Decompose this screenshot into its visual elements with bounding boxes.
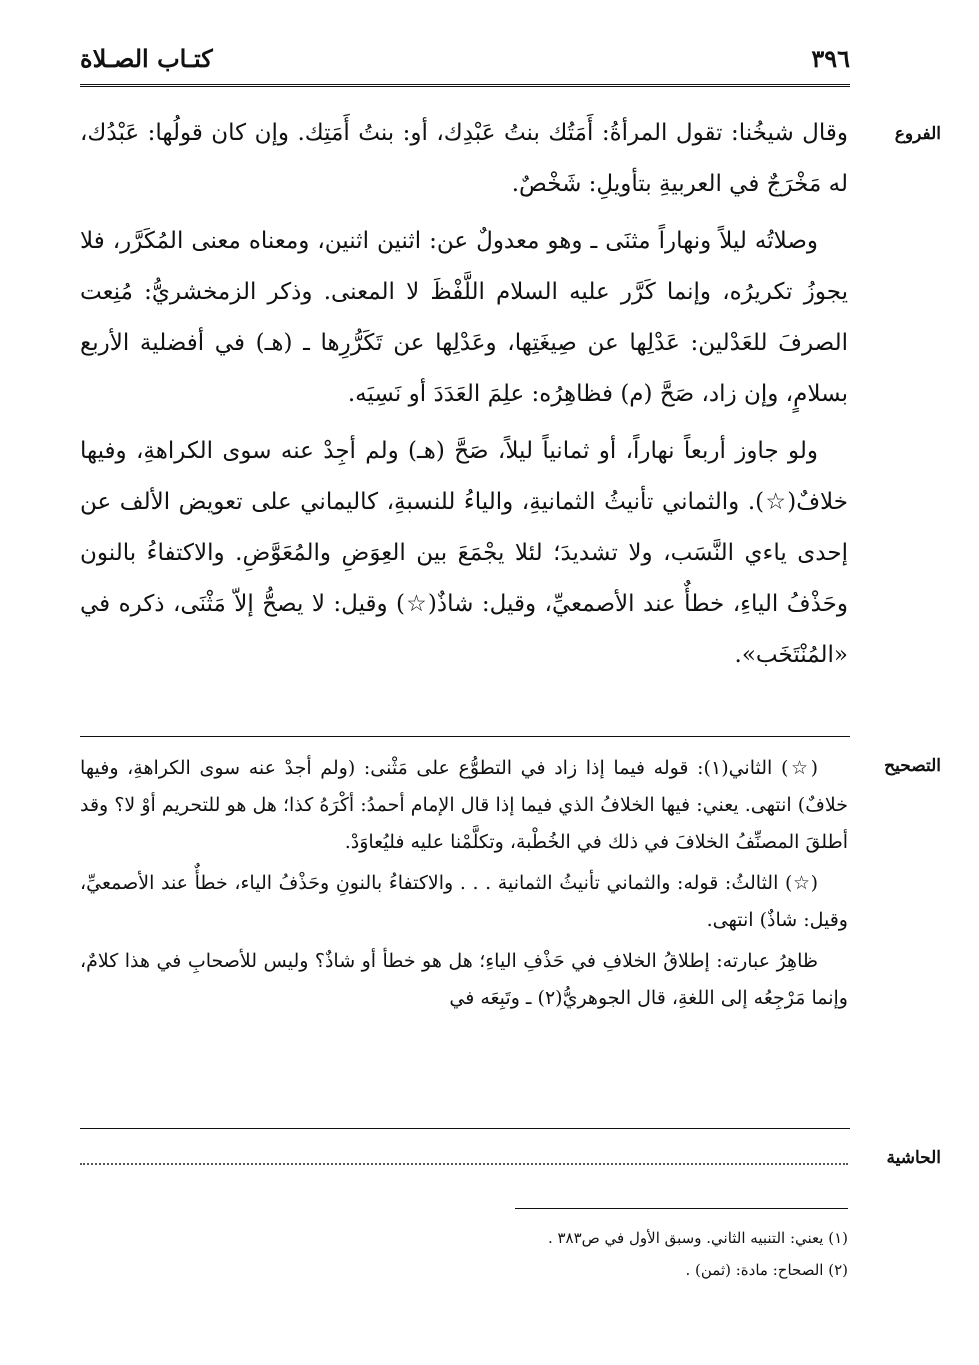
tashih-section xyxy=(80,750,848,1021)
furu-section xyxy=(80,108,848,687)
hashiya-dotted-line xyxy=(80,1163,848,1165)
tashih-paragraph-3: ظاهِرُ عبارته: إطلاقُ الخلافِ في حَذْفِ الياءِ؛ هل هو خطأ أو شاذٌ؟ وليس للأصحابِ في هذا كلامٌ، وإنما مَرْجِعُه إلى اللغةِ، قال الجوهريُّ(٢) ـ وتَبِعَه في xyxy=(80,950,848,1009)
furu-paragraph-3: ولو جاوز أربعاً نهاراً، أو ثمانياً ليلاً، صَحَّ (هـ) ولم أجِدْ عنه سوى الكراهةِ، وفيها خلافٌ(☆). والثماني تأنيثُ الثمانيةِ، والياءُ للنسبةِ، كاليماني على تعويض الألف عن إحدى ياءي النَّسَب، ولا تشديدَ؛ لئلا يجْمَعَ بين العِوَضِ والمُعَوَّضِ. والاكتفاءُ بالنون وحَذْفُ الياءِ، خطأٌ عند الأصمعيِّ، وقيل: شاذٌ(☆) وقيل: لا يصحُّ إلاّ مَثْنَى، ذكره في «المُنْتَخَب». xyxy=(80,438,848,668)
footnote-1: (١) يعني: التنبيه الثاني. وسبق الأول في ص٣٨٣ . xyxy=(547,1229,848,1247)
tashih-divider xyxy=(80,1128,850,1129)
page-header xyxy=(80,44,850,80)
furu-label: الفروع xyxy=(894,124,941,144)
footnote-2: (٢) الصحاح: مادة: (ثمن) . xyxy=(685,1261,848,1279)
tashih-paragraph-1: (☆) الثاني(١): قوله فيما إذا زاد في التطوُّع على مَثْنى: (ولم أجدْ عنه سوى الكراهةِ، وفيها خلافٌ) انتهى. يعني: فيها الخلافُ الذي فيما إذا قال الإمام أحمدُ: أكْرَهُ كذا؛ هل هو للتحريم أوْ لا؟ وقد أطلقَ المصنِّفُ الخلافَ في ذلك في الخُطْبة، وتكلَّمْنا عليه فليُعاوَدْ. xyxy=(80,757,848,853)
footnote-rule xyxy=(515,1208,848,1209)
section-divider xyxy=(80,736,850,737)
hashiya-label: الحاشية xyxy=(886,1148,941,1168)
footnotes xyxy=(80,1222,848,1286)
furu-paragraph-2: وصلاتُه ليلاً ونهاراً مثنَى ـ وهو معدولٌ عن: اثنين اثنين، ومعناه معنى المُكَرَّر، فلا يجوزُ تكريرُه، وإنما كَرَّر عليه السلام اللَّفْظَ لا المعنى. وذكر الزمخشريُّ: مُنِعت الصرفَ للعَدْلين: عَدْلِها عن صِيغَتِها، وعَدْلِها عن تَكَرُّرِها ـ (هـ) في أفضلية الأربع بسلامٍ، وإن زاد، صَحَّ (م) فظاهِرُه: علِمَ العَدَدَ أو نَسِيَه. xyxy=(80,228,848,407)
page-number: ٣٩٦ xyxy=(811,44,850,73)
tashih-label: التصحيح xyxy=(884,756,941,776)
tashih-paragraph-2: (☆) الثالثُ: قوله: والثماني تأنيثُ الثمانية . . . والاكتفاءُ بالنونِ وحَذْفُ الياء، خطأٌ عند الأصمعيِّ، وقيل: شاذٌ) انتهى. xyxy=(80,872,848,931)
furu-paragraph-1: وقال شيخُنا: تقول المرأةُ: أَمَتُك بنتُ عَبْدِك، أو: بنتُ أَمَتِك. وإن كان قولُها: عَبْدُك، له مَخْرَجٌ في العربيةِ بتأويلِ: شَخْصٌ. xyxy=(80,120,848,197)
chapter-title: كتـاب الصـلاة xyxy=(80,44,213,73)
header-rule xyxy=(80,84,850,87)
